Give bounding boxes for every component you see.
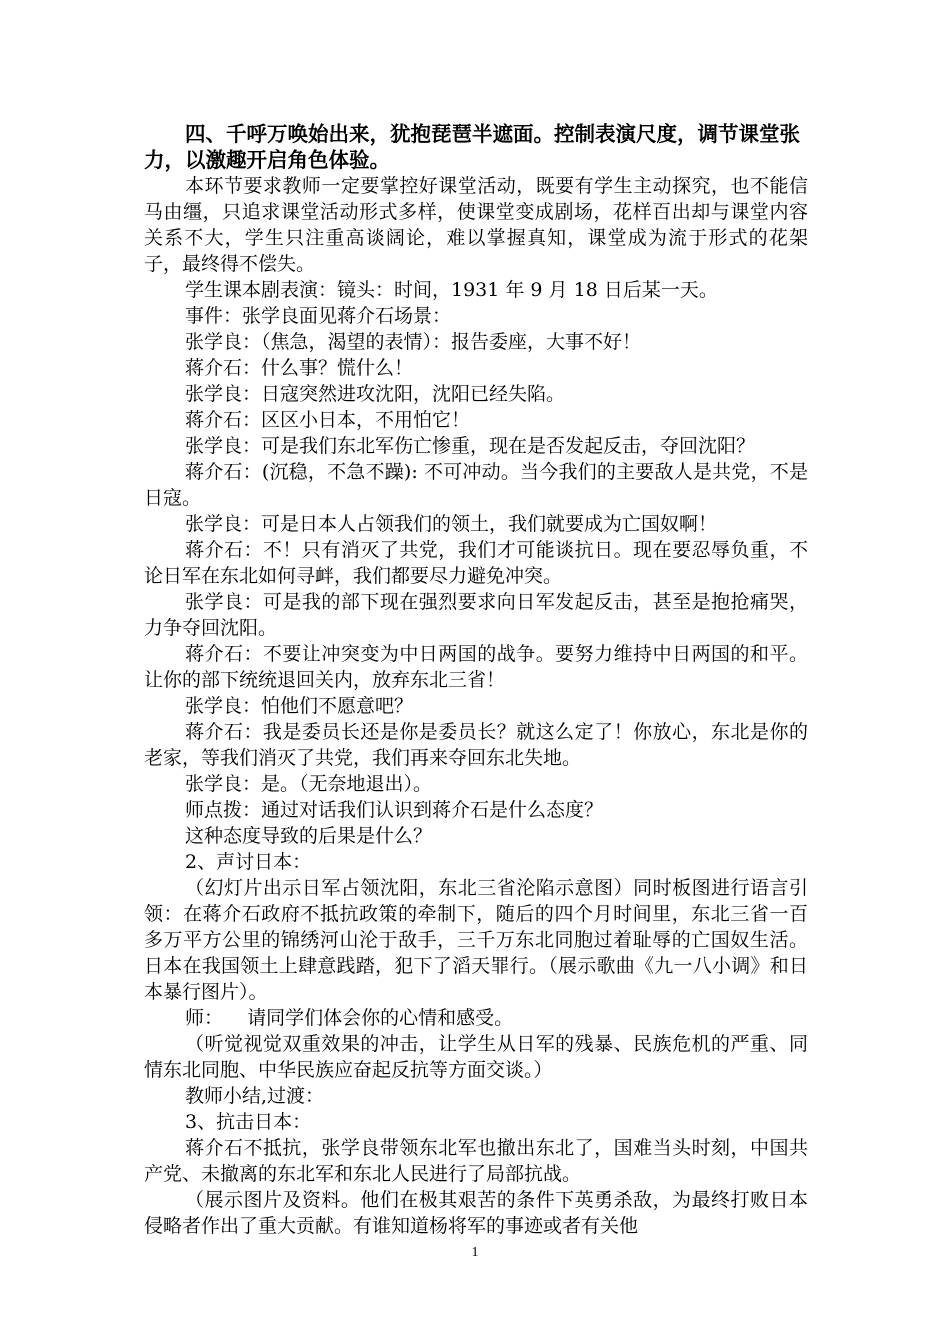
paragraph-play-scene: 学生课本剧表演：镜头：时间，1931 年 9 月 18 日后某一天。: [185, 279, 718, 301]
section-heading: 四、千呼万唤始出来，犹抱琵琶半遮面。控制表演尺度，调节课堂张力，以激趣开启角色体验。: [144, 122, 800, 172]
dialogue-line: 蒋介石：我是委员长还是你是委员长？就这么定了！你放心，东北是你的老家，等我们消灭了共党，我们再来夺回东北失地。: [144, 721, 808, 769]
dialogue-line: 蒋介石：区区小日本，不用怕它！: [185, 409, 471, 431]
paragraph-event: 事件：张学良面见蒋介石场景：: [185, 305, 452, 327]
paragraph-discussion: （听觉视觉双重效果的冲击，让学生从日军的残暴、民族危机的严重、同情东北同胞、中华民族应奋起反抗等方面交谈。）: [144, 1033, 808, 1081]
teacher-guidance: 师点拨：通过对话我们认识到蒋介石是什么态度？: [185, 799, 604, 821]
dialogue-line: 张学良：怕他们不愿意吧？: [185, 695, 414, 717]
dialogue-line: 张学良：可是日本人占领我们的领土，我们就要成为亡国奴啊！: [185, 513, 718, 535]
dialogue-line: 张学良：可是我们东北军伤亡惨重，现在是否发起反击，夺回沈阳？: [185, 435, 756, 457]
page-number: 1: [471, 1245, 479, 1260]
teacher-question: 这种态度导致的后果是什么？: [185, 825, 433, 847]
dialogue-line: 蒋介石：(沉稳，不急不躁): 不可冲动。当今我们的主要敌人是共党，不是日寇。: [144, 461, 808, 509]
paragraph-intro: 本环节要求教师一定要掌控好课堂活动，既要有学生主动探究，也不能信马由缰，只追求课堂活动形式多样，使课堂变成剧场，花样百出却与课堂内容关系不大，学生只注重高谈阔论，难以掌握真知，课堂成为流于形式的花架子，最终得不偿失。: [144, 175, 808, 275]
dialogue-line: 蒋介石：不！只有消灭了共党，我们才可能谈抗日。现在要忍辱负重，不论日军在东北如何寻衅，我们都要尽力避免冲突。: [144, 539, 808, 587]
subsection-heading: 3、抗击日本：: [185, 1111, 312, 1133]
dialogue-line: 张学良：是。（无奈地退出）。: [185, 773, 433, 795]
paragraph-slides: （幻灯片出示日军占领沈阳，东北三省沦陷示意图）同时板图进行语言引领：在蒋介石政府不抵抗政策的牵制下，随后的四个月时间里，东北三省一百多万平方公里的锦绣河山沦于敌手，三千万东北同胞过着耻辱的亡国奴生活。日本在我国领土上肆意践踏，犯下了滔天罪行。（展示歌曲《九一八小调》和日本暴行图片）。: [144, 877, 808, 1003]
dialogue-line: 张学良：（焦急，渴望的表情）：报告委座，大事不好！: [185, 331, 642, 353]
dialogue-line: 蒋介石：什么事？慌什么！: [185, 357, 414, 379]
document-page: [144, 121, 808, 1239]
dialogue-line: 蒋介石：不要让冲突变为中日两国的战争。要努力维持中日两国的和平。让你的部下统统退回关内，放弃东北三省！: [144, 643, 808, 691]
dialogue-line: 张学良：可是我的部下现在强烈要求向日军发起反击，甚至是抱抢痛哭，力争夺回沈阳。: [144, 591, 808, 639]
paragraph-resistance: 蒋介石不抵抗，张学良带领东北军也撤出东北了，国难当头时刻，中国共产党、未撤离的东北军和东北人民进行了局部抗战。: [144, 1137, 808, 1185]
teacher-summary: 教师小结,过渡：: [185, 1085, 325, 1107]
dialogue-line: 张学良：日寇突然进攻沈阳，沈阳已经失陷。: [185, 383, 566, 405]
subsection-heading: 2、声讨日本：: [185, 851, 312, 873]
paragraph-materials: （展示图片及资料。他们在极其艰苦的条件下英勇杀敌，为最终打败日本侵略者作出了重大贡献。有谁知道杨将军的事迹或者有关他: [144, 1189, 808, 1237]
teacher-prompt: 师： 请同学们体会你的心情和感受。: [185, 1007, 514, 1029]
